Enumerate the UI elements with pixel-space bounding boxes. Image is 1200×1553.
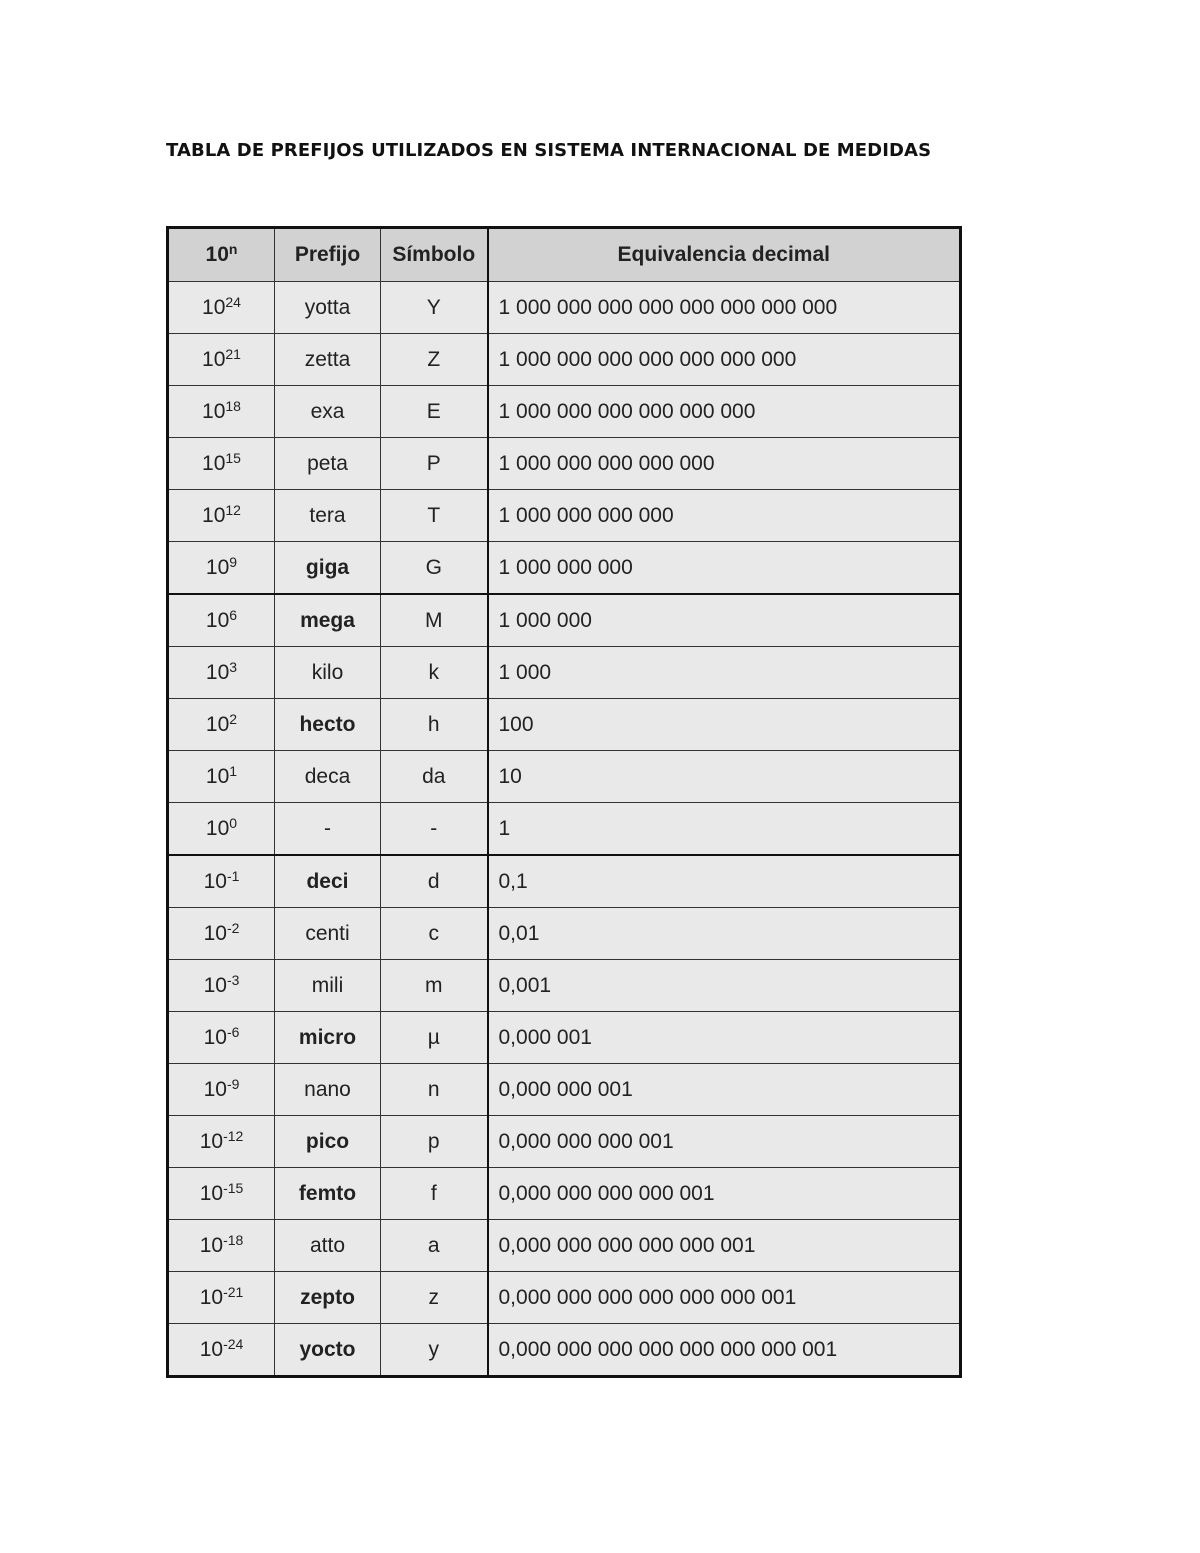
table-row [168,803,961,856]
table-body [168,282,961,1377]
header-equivalence: Equivalencia decimal [488,228,961,282]
cell-prefix: yotta [275,282,381,334]
prefix-table [166,226,962,1378]
cell-power: $10^6$ [168,594,275,647]
cell-power: $10^{-24}$ [168,1324,275,1377]
table-row [168,334,961,386]
cell-symbol: G [381,542,488,595]
table-row [168,855,961,908]
cell-prefix: deca [275,751,381,803]
cell-prefix: mili [275,960,381,1012]
cell-power: $10^{-18}$ [168,1220,275,1272]
cell-equivalence: 1 000 000 [488,594,961,647]
cell-power: $10^{-1}$ [168,855,275,908]
cell-prefix: femto [275,1168,381,1220]
cell-equivalence: 0,000 000 000 000 000 000 001 [488,1272,961,1324]
cell-prefix: deci [275,855,381,908]
cell-symbol: Z [381,334,488,386]
table-row [168,647,961,699]
cell-equivalence: 0,000 000 001 [488,1064,961,1116]
cell-power: $10^2$ [168,699,275,751]
cell-symbol: µ [381,1012,488,1064]
cell-power: $10^{-3}$ [168,960,275,1012]
cell-symbol: p [381,1116,488,1168]
cell-prefix: mega [275,594,381,647]
table-row [168,1064,961,1116]
cell-prefix: zetta [275,334,381,386]
cell-prefix: tera [275,490,381,542]
table-row [168,908,961,960]
cell-symbol: da [381,751,488,803]
cell-equivalence: 0,000 000 000 000 000 001 [488,1220,961,1272]
cell-equivalence: 0,1 [488,855,961,908]
cell-equivalence: 100 [488,699,961,751]
table-row [168,1168,961,1220]
cell-power: $10^{12}$ [168,490,275,542]
cell-prefix: kilo [275,647,381,699]
cell-prefix: pico [275,1116,381,1168]
cell-power: $10^{21}$ [168,334,275,386]
cell-symbol: - [381,803,488,856]
cell-prefix: atto [275,1220,381,1272]
cell-symbol: y [381,1324,488,1377]
cell-equivalence: 1 000 000 000 [488,542,961,595]
cell-equivalence: 1 000 000 000 000 000 [488,438,961,490]
cell-equivalence: 1 000 000 000 000 000 000 000 [488,334,961,386]
cell-equivalence: 0,01 [488,908,961,960]
cell-power: $10^{-15}$ [168,1168,275,1220]
header-power: 10$^n$ [168,228,275,282]
header-prefix: Prefijo [275,228,381,282]
cell-equivalence: 1 000 000 000 000 000 000 000 000 [488,282,961,334]
prefix-table-container [166,226,959,1378]
cell-equivalence: 0,000 000 000 001 [488,1116,961,1168]
cell-prefix: centi [275,908,381,960]
cell-power: $10^1$ [168,751,275,803]
cell-equivalence: 0,000 000 000 000 001 [488,1168,961,1220]
cell-power: $10^{-6}$ [168,1012,275,1064]
table-row [168,1116,961,1168]
cell-prefix: - [275,803,381,856]
cell-symbol: z [381,1272,488,1324]
cell-symbol: T [381,490,488,542]
table-row [168,438,961,490]
cell-power: $10^3$ [168,647,275,699]
cell-equivalence: 1 [488,803,961,856]
table-row [168,1012,961,1064]
cell-prefix: peta [275,438,381,490]
header-symbol: Símbolo [381,228,488,282]
table-row [168,1324,961,1377]
cell-power: $10^{-12}$ [168,1116,275,1168]
table-row [168,282,961,334]
cell-prefix: zepto [275,1272,381,1324]
cell-symbol: P [381,438,488,490]
table-row [168,1220,961,1272]
cell-symbol: c [381,908,488,960]
cell-symbol: a [381,1220,488,1272]
cell-prefix: exa [275,386,381,438]
cell-equivalence: 0,001 [488,960,961,1012]
cell-equivalence: 1 000 000 000 000 [488,490,961,542]
cell-power: $10^{24}$ [168,282,275,334]
cell-equivalence: 10 [488,751,961,803]
cell-equivalence: 0,000 000 000 000 000 000 000 001 [488,1324,961,1377]
cell-symbol: f [381,1168,488,1220]
cell-equivalence: 1 000 000 000 000 000 000 [488,386,961,438]
cell-prefix: yocto [275,1324,381,1377]
cell-symbol: n [381,1064,488,1116]
cell-symbol: Y [381,282,488,334]
table-row [168,386,961,438]
cell-power: $10^{18}$ [168,386,275,438]
cell-symbol: E [381,386,488,438]
cell-power: $10^{-21}$ [168,1272,275,1324]
cell-power: $10^9$ [168,542,275,595]
cell-power: $10^{-2}$ [168,908,275,960]
cell-symbol: m [381,960,488,1012]
cell-prefix: giga [275,542,381,595]
cell-power: $10^0$ [168,803,275,856]
table-header-row [168,228,961,282]
table-row [168,960,961,1012]
table-row [168,751,961,803]
cell-symbol: M [381,594,488,647]
cell-prefix: micro [275,1012,381,1064]
cell-symbol: k [381,647,488,699]
cell-power: $10^{-9}$ [168,1064,275,1116]
cell-prefix: nano [275,1064,381,1116]
table-row [168,542,961,595]
page-title: TABLA DE PREFIJOS UTILIZADOS EN SISTEMA INTERNACIONAL DE MEDIDAS [166,140,932,161]
cell-equivalence: 1 000 [488,647,961,699]
table-row [168,1272,961,1324]
table-row [168,490,961,542]
cell-power: $10^{15}$ [168,438,275,490]
cell-equivalence: 0,000 001 [488,1012,961,1064]
table-row [168,594,961,647]
cell-symbol: h [381,699,488,751]
cell-prefix: hecto [275,699,381,751]
table-row [168,699,961,751]
cell-symbol: d [381,855,488,908]
